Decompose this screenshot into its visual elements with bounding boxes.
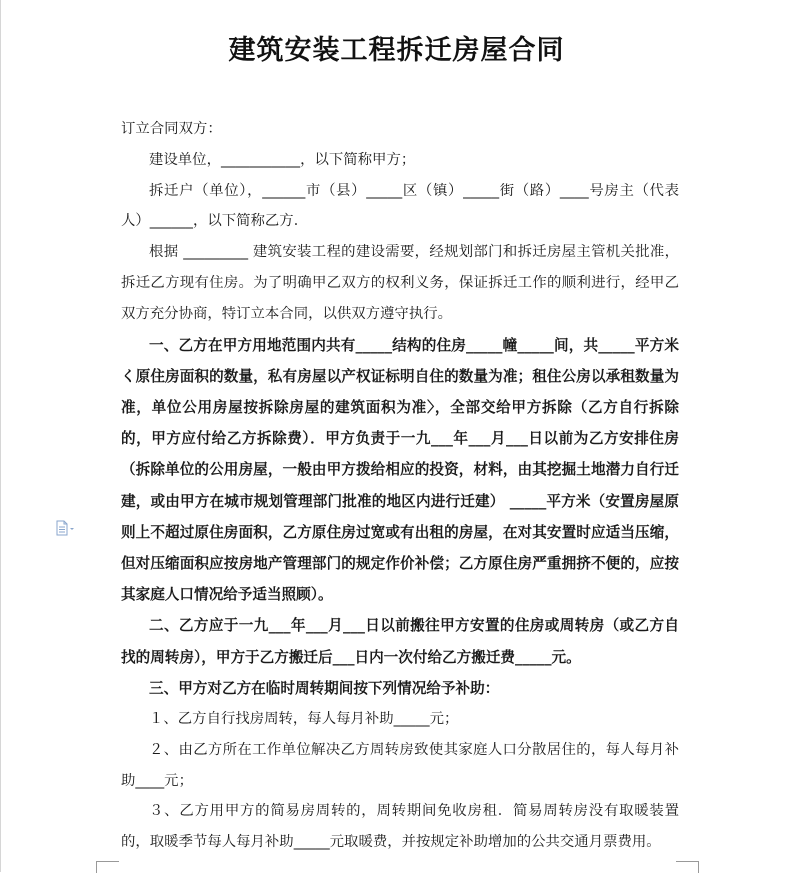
document-title: 建筑安装工程拆迁房屋合同 bbox=[228, 35, 565, 66]
paragraph-party-a: 建设单位，___________，以下简称甲方； bbox=[149, 151, 416, 168]
document-body bbox=[121, 114, 679, 858]
paragraph-preamble: 根据 _________ 建筑安装工程的建设需要，经规划部门和拆迁房屋主管机关批准，拆迁乙方现有住房。为了明确甲乙双方的权利义务，保证拆迁工作的顺利进行，经甲乙双方充分协商，特订立本合同，以供双方遵守执行。 bbox=[121, 244, 679, 322]
document-icon[interactable] bbox=[55, 520, 75, 536]
page-corner-mark-left bbox=[96, 861, 119, 873]
clause-three-item-3: ３、乙方用甲方的简易房周转的，周转期间免收房租．简易周转房没有取暖装置的，取暖季节每人每月补助_____元取暖费，并按规定补助增加的公共交通月票费用。 bbox=[121, 803, 679, 851]
page-corner-mark-right bbox=[676, 861, 699, 873]
clause-two: 二、乙方应于一九___年___月___日以前搬往甲方安置的住房或周转房（或乙方自找的周转房），甲方于乙方搬迁后___日内一次付给乙方搬迁费_____元。 bbox=[121, 617, 679, 666]
clause-one: 一、乙方在甲方用地范围内共有_____结构的住房_____幢_____间，共_____平方米く原住房面积的数量，私有房屋以产权证标明自住的数量为准；租住公房以承租数量为准，单位公用房屋按拆除房屋的建筑面积为准〉，全部交给甲方拆除（乙方自行拆除的，甲方应付给乙方拆除费）．甲方负责于一九___年___月___日以前为乙方安排住房（拆除单位的公用房屋，一般由甲方拨给相应的投资，材料，由其挖掘土地潜力自行迁建，或由甲方在城市规划管理部门批准的地区内进行迁建） _____平方米（安置房屋原则上不超过原住房面积，乙方原住房过宽或有出租的房屋，在对其安置时应适当压缩，但对压缩面积应按房地产管理部门的规定作价补偿；乙方原住房严重拥挤不便的，应按其家庭人口情况给予适当照顾）。 bbox=[121, 336, 679, 604]
clause-three-item-2: ２、由乙方所在工作单位解决乙方周转房致使其家庭人口分散居住的，每人每月补助____元； bbox=[121, 741, 679, 789]
clause-three: 三、甲方对乙方在临时周转期间按下列情况给予补助： bbox=[149, 679, 500, 697]
paragraph-parties: 订立合同双方： bbox=[121, 121, 222, 137]
paragraph-party-b: 拆迁户（单位），______市（县）_____区（镇）_____街（路）____号房主（代表人）______，以下简称乙方． bbox=[121, 182, 679, 230]
clause-three-item-1: １、乙方自行找房周转，每人每月补助_____元； bbox=[149, 711, 459, 728]
